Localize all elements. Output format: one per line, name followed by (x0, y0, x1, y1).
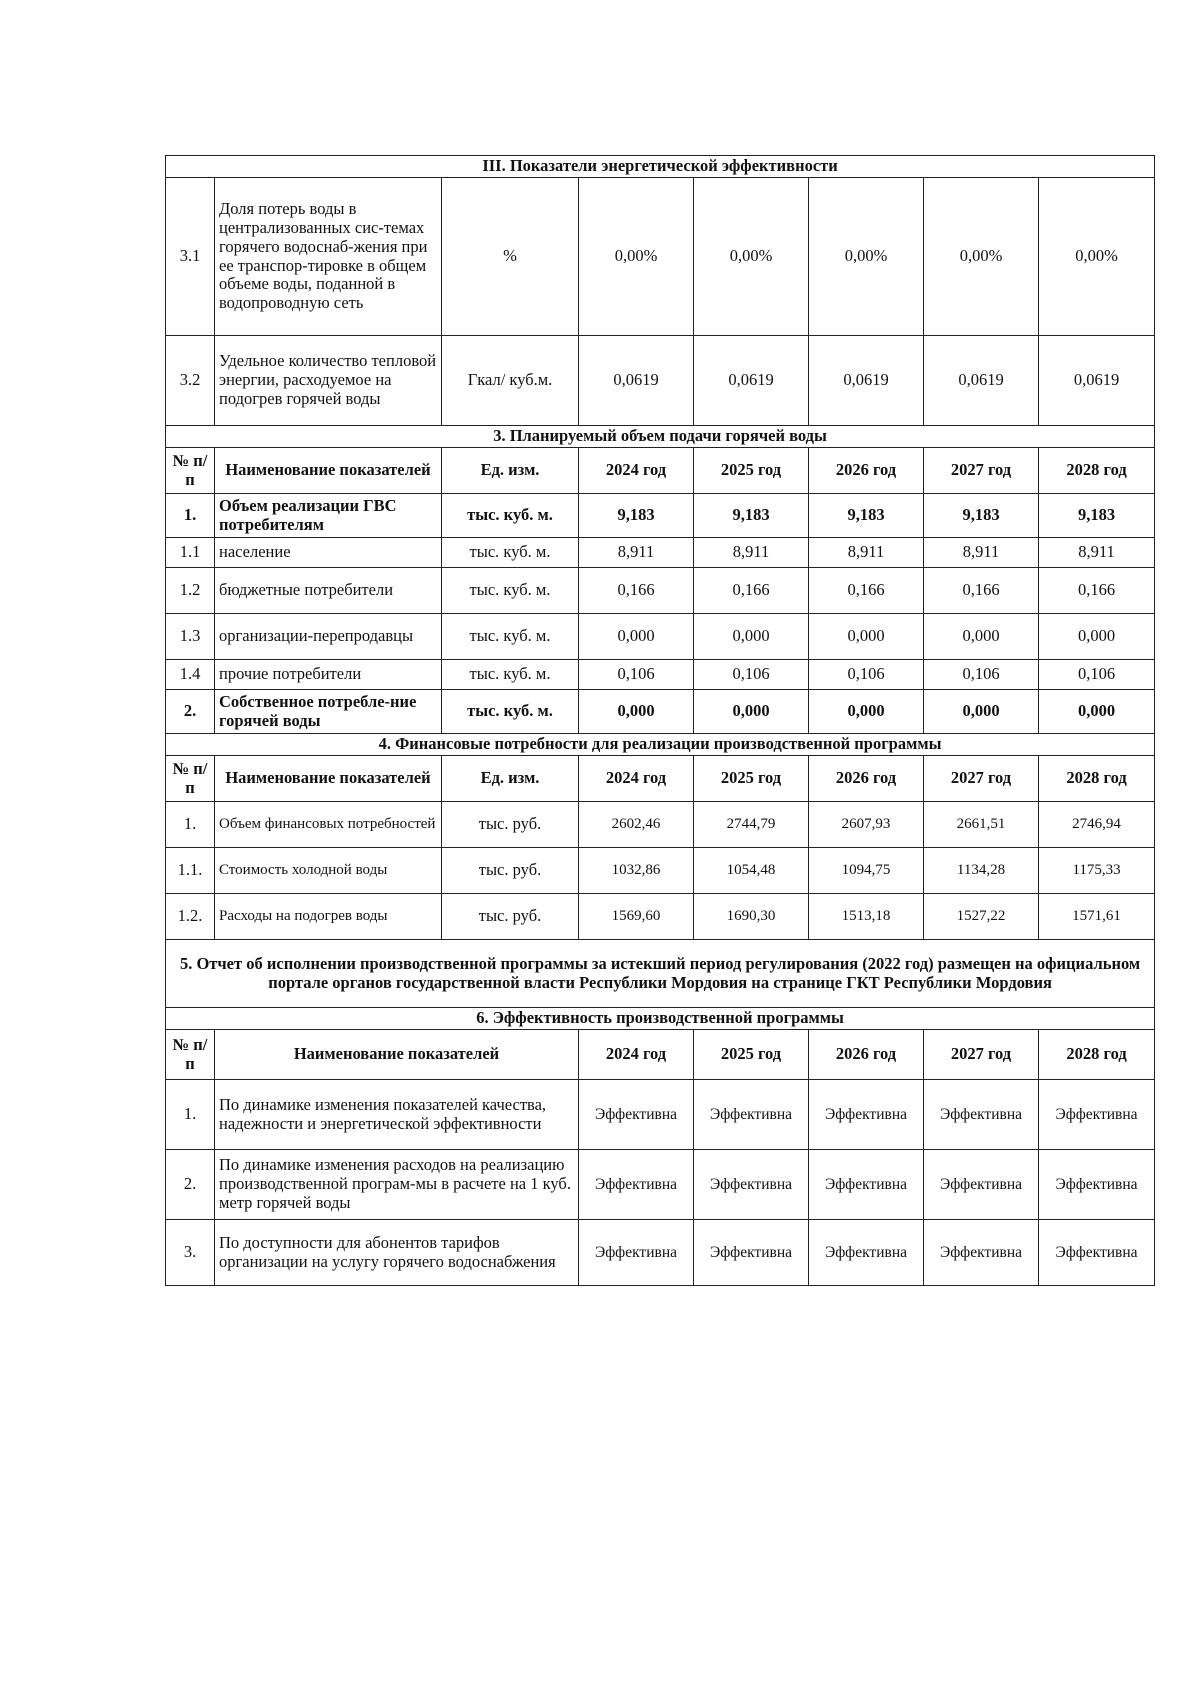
header-num: № п/п (166, 448, 215, 494)
value-cell: 0,000 (579, 614, 694, 660)
value-cell: 0,000 (694, 614, 809, 660)
indicator-name: Объем реализации ГВС потребителям (215, 494, 442, 538)
indicator-name: бюджетные потребители (215, 568, 442, 614)
value-cell: 0,166 (924, 568, 1039, 614)
header-unit: Ед. изм. (442, 448, 579, 494)
section-title: 4. Финансовые потребности для реализации производственной программы (166, 734, 1155, 756)
value-cell: 0,000 (924, 614, 1039, 660)
value-cell: 0,106 (579, 660, 694, 690)
value-cell: 2602,46 (579, 802, 694, 848)
efficiency-cell: Эффективна (579, 1080, 694, 1150)
unit-cell: тыс. руб. (442, 802, 579, 848)
header-year: 2026 год (809, 1030, 924, 1080)
value-cell: 0,166 (1039, 568, 1155, 614)
value-cell: 1094,75 (809, 848, 924, 894)
efficiency-cell: Эффективна (579, 1150, 694, 1220)
table-row (166, 178, 1155, 336)
value-cell: 0,000 (579, 690, 694, 734)
header-year: 2027 год (924, 756, 1039, 802)
efficiency-cell: Эффективна (924, 1150, 1039, 1220)
value-cell: 0,00% (1039, 178, 1155, 336)
value-cell: 0,000 (1039, 614, 1155, 660)
efficiency-cell: Эффективна (1039, 1220, 1155, 1286)
indicator-name: Стоимость холодной воды (215, 848, 442, 894)
header-row (166, 448, 1155, 494)
value-cell: 0,106 (694, 660, 809, 690)
value-cell: 0,000 (809, 690, 924, 734)
table-row (166, 494, 1155, 538)
value-cell: 1032,86 (579, 848, 694, 894)
row-number: 1. (166, 1080, 215, 1150)
unit-cell: тыс. куб. м. (442, 660, 579, 690)
header-year: 2025 год (694, 448, 809, 494)
value-cell: 1527,22 (924, 894, 1039, 940)
header-year: 2028 год (1039, 756, 1155, 802)
report-text: 5. Отчет об исполнении производственной программы за истекший период регулирования (2022 год) размещен на официальном портале органов государственной власти Республики Мордовия на странице ГКТ Республики Мордовия (166, 940, 1155, 1008)
value-cell: 0,166 (579, 568, 694, 614)
value-cell: 8,911 (924, 538, 1039, 568)
value-cell: 0,0619 (694, 336, 809, 426)
efficiency-cell: Эффективна (809, 1080, 924, 1150)
header-unit: Ед. изм. (442, 756, 579, 802)
value-cell: 0,000 (1039, 690, 1155, 734)
value-cell: 2744,79 (694, 802, 809, 848)
indicator-name: Доля потерь воды в централизованных сис-темах горячего водоснаб-жения при ее транспор-тировке в общем объеме воды, поданной в водопроводную сеть (215, 178, 442, 336)
row-number: 1.4 (166, 660, 215, 690)
value-cell: 0,106 (924, 660, 1039, 690)
value-cell: 2661,51 (924, 802, 1039, 848)
value-cell: 1690,30 (694, 894, 809, 940)
table-row (166, 1150, 1155, 1220)
value-cell: 0,0619 (1039, 336, 1155, 426)
header-year: 2025 год (694, 756, 809, 802)
document-table (165, 155, 1155, 1286)
table-row (166, 690, 1155, 734)
indicator-name: По динамике изменения расходов на реализацию производственной програм-мы в расчете на 1 куб. метр горячей воды (215, 1150, 579, 1220)
header-year: 2024 год (579, 756, 694, 802)
efficiency-cell: Эффективна (1039, 1150, 1155, 1220)
section-title-row (166, 426, 1155, 448)
value-cell: 1134,28 (924, 848, 1039, 894)
row-number: 2. (166, 1150, 215, 1220)
value-cell: 0,000 (924, 690, 1039, 734)
efficiency-cell: Эффективна (579, 1220, 694, 1286)
value-cell: 0,166 (809, 568, 924, 614)
value-cell: 0,0619 (924, 336, 1039, 426)
row-number: 3.1 (166, 178, 215, 336)
unit-cell: тыс. куб. м. (442, 494, 579, 538)
table-row (166, 660, 1155, 690)
efficiency-cell: Эффективна (924, 1220, 1039, 1286)
header-name: Наименование показателей (215, 448, 442, 494)
row-number: 1.2. (166, 894, 215, 940)
value-cell: 0,166 (694, 568, 809, 614)
value-cell: 9,183 (809, 494, 924, 538)
unit-cell: тыс. куб. м. (442, 614, 579, 660)
value-cell: 9,183 (579, 494, 694, 538)
indicator-name: По динамике изменения показателей качества, надежности и энергетической эффективности (215, 1080, 579, 1150)
table-row (166, 802, 1155, 848)
value-cell: 1571,61 (1039, 894, 1155, 940)
table-row (166, 336, 1155, 426)
section-title: III. Показатели энергетической эффективности (166, 156, 1155, 178)
value-cell: 0,00% (694, 178, 809, 336)
report-row (166, 940, 1155, 1008)
value-cell: 9,183 (1039, 494, 1155, 538)
indicator-name: Собственное потребле-ние горячей воды (215, 690, 442, 734)
header-year: 2025 год (694, 1030, 809, 1080)
header-year: 2028 год (1039, 1030, 1155, 1080)
indicator-name: Объем финансовых потребностей (215, 802, 442, 848)
header-year: 2026 год (809, 756, 924, 802)
efficiency-cell: Эффективна (809, 1150, 924, 1220)
header-row (166, 1030, 1155, 1080)
table-row (166, 568, 1155, 614)
value-cell: 1175,33 (1039, 848, 1155, 894)
indicator-name: Удельное количество тепловой энергии, расходуемое на подогрев горячей воды (215, 336, 442, 426)
value-cell: 0,106 (809, 660, 924, 690)
header-num: № п/п (166, 756, 215, 802)
indicator-name: организации-перепродавцы (215, 614, 442, 660)
value-cell: 9,183 (694, 494, 809, 538)
value-cell: 8,911 (809, 538, 924, 568)
value-cell: 0,00% (579, 178, 694, 336)
indicator-name: Расходы на подогрев воды (215, 894, 442, 940)
row-number: 2. (166, 690, 215, 734)
indicator-name: По доступности для абонентов тарифов организации на услугу горячего водоснабжения (215, 1220, 579, 1286)
efficiency-cell: Эффективна (694, 1150, 809, 1220)
value-cell: 2746,94 (1039, 802, 1155, 848)
value-cell: 8,911 (579, 538, 694, 568)
value-cell: 1513,18 (809, 894, 924, 940)
value-cell: 8,911 (1039, 538, 1155, 568)
value-cell: 8,911 (694, 538, 809, 568)
indicator-name: прочие потребители (215, 660, 442, 690)
value-cell: 0,000 (694, 690, 809, 734)
unit-cell: % (442, 178, 579, 336)
table-row (166, 1080, 1155, 1150)
section-title-row (166, 1008, 1155, 1030)
header-name: Наименование показателей (215, 756, 442, 802)
unit-cell: тыс. руб. (442, 894, 579, 940)
efficiency-cell: Эффективна (1039, 1080, 1155, 1150)
header-name: Наименование показателей (215, 1030, 579, 1080)
value-cell: 0,00% (809, 178, 924, 336)
efficiency-cell: Эффективна (694, 1220, 809, 1286)
value-cell: 0,00% (924, 178, 1039, 336)
section-title: 3. Планируемый объем подачи горячей воды (166, 426, 1155, 448)
unit-cell: тыс. руб. (442, 848, 579, 894)
value-cell: 0,106 (1039, 660, 1155, 690)
row-number: 1. (166, 494, 215, 538)
value-cell: 2607,93 (809, 802, 924, 848)
table-row (166, 848, 1155, 894)
section-title-row (166, 734, 1155, 756)
indicator-name: население (215, 538, 442, 568)
efficiency-cell: Эффективна (809, 1220, 924, 1286)
row-number: 1.1. (166, 848, 215, 894)
row-number: 3.2 (166, 336, 215, 426)
unit-cell: тыс. куб. м. (442, 568, 579, 614)
unit-cell: Гкал/ куб.м. (442, 336, 579, 426)
value-cell: 0,0619 (809, 336, 924, 426)
table-row (166, 538, 1155, 568)
value-cell: 1569,60 (579, 894, 694, 940)
table-row (166, 1220, 1155, 1286)
row-number: 1.2 (166, 568, 215, 614)
row-number: 3. (166, 1220, 215, 1286)
header-year: 2028 год (1039, 448, 1155, 494)
unit-cell: тыс. куб. м. (442, 538, 579, 568)
value-cell: 1054,48 (694, 848, 809, 894)
header-year: 2027 год (924, 448, 1039, 494)
section-title: 6. Эффективность производственной программы (166, 1008, 1155, 1030)
section-title-row (166, 156, 1155, 178)
header-row (166, 756, 1155, 802)
header-year: 2026 год (809, 448, 924, 494)
row-number: 1.1 (166, 538, 215, 568)
row-number: 1.3 (166, 614, 215, 660)
header-year: 2024 год (579, 448, 694, 494)
unit-cell: тыс. куб. м. (442, 690, 579, 734)
efficiency-cell: Эффективна (924, 1080, 1039, 1150)
row-number: 1. (166, 802, 215, 848)
header-year: 2027 год (924, 1030, 1039, 1080)
value-cell: 0,000 (809, 614, 924, 660)
table-row (166, 894, 1155, 940)
efficiency-cell: Эффективна (694, 1080, 809, 1150)
header-num: № п/п (166, 1030, 215, 1080)
header-year: 2024 год (579, 1030, 694, 1080)
table-row (166, 614, 1155, 660)
value-cell: 0,0619 (579, 336, 694, 426)
value-cell: 9,183 (924, 494, 1039, 538)
